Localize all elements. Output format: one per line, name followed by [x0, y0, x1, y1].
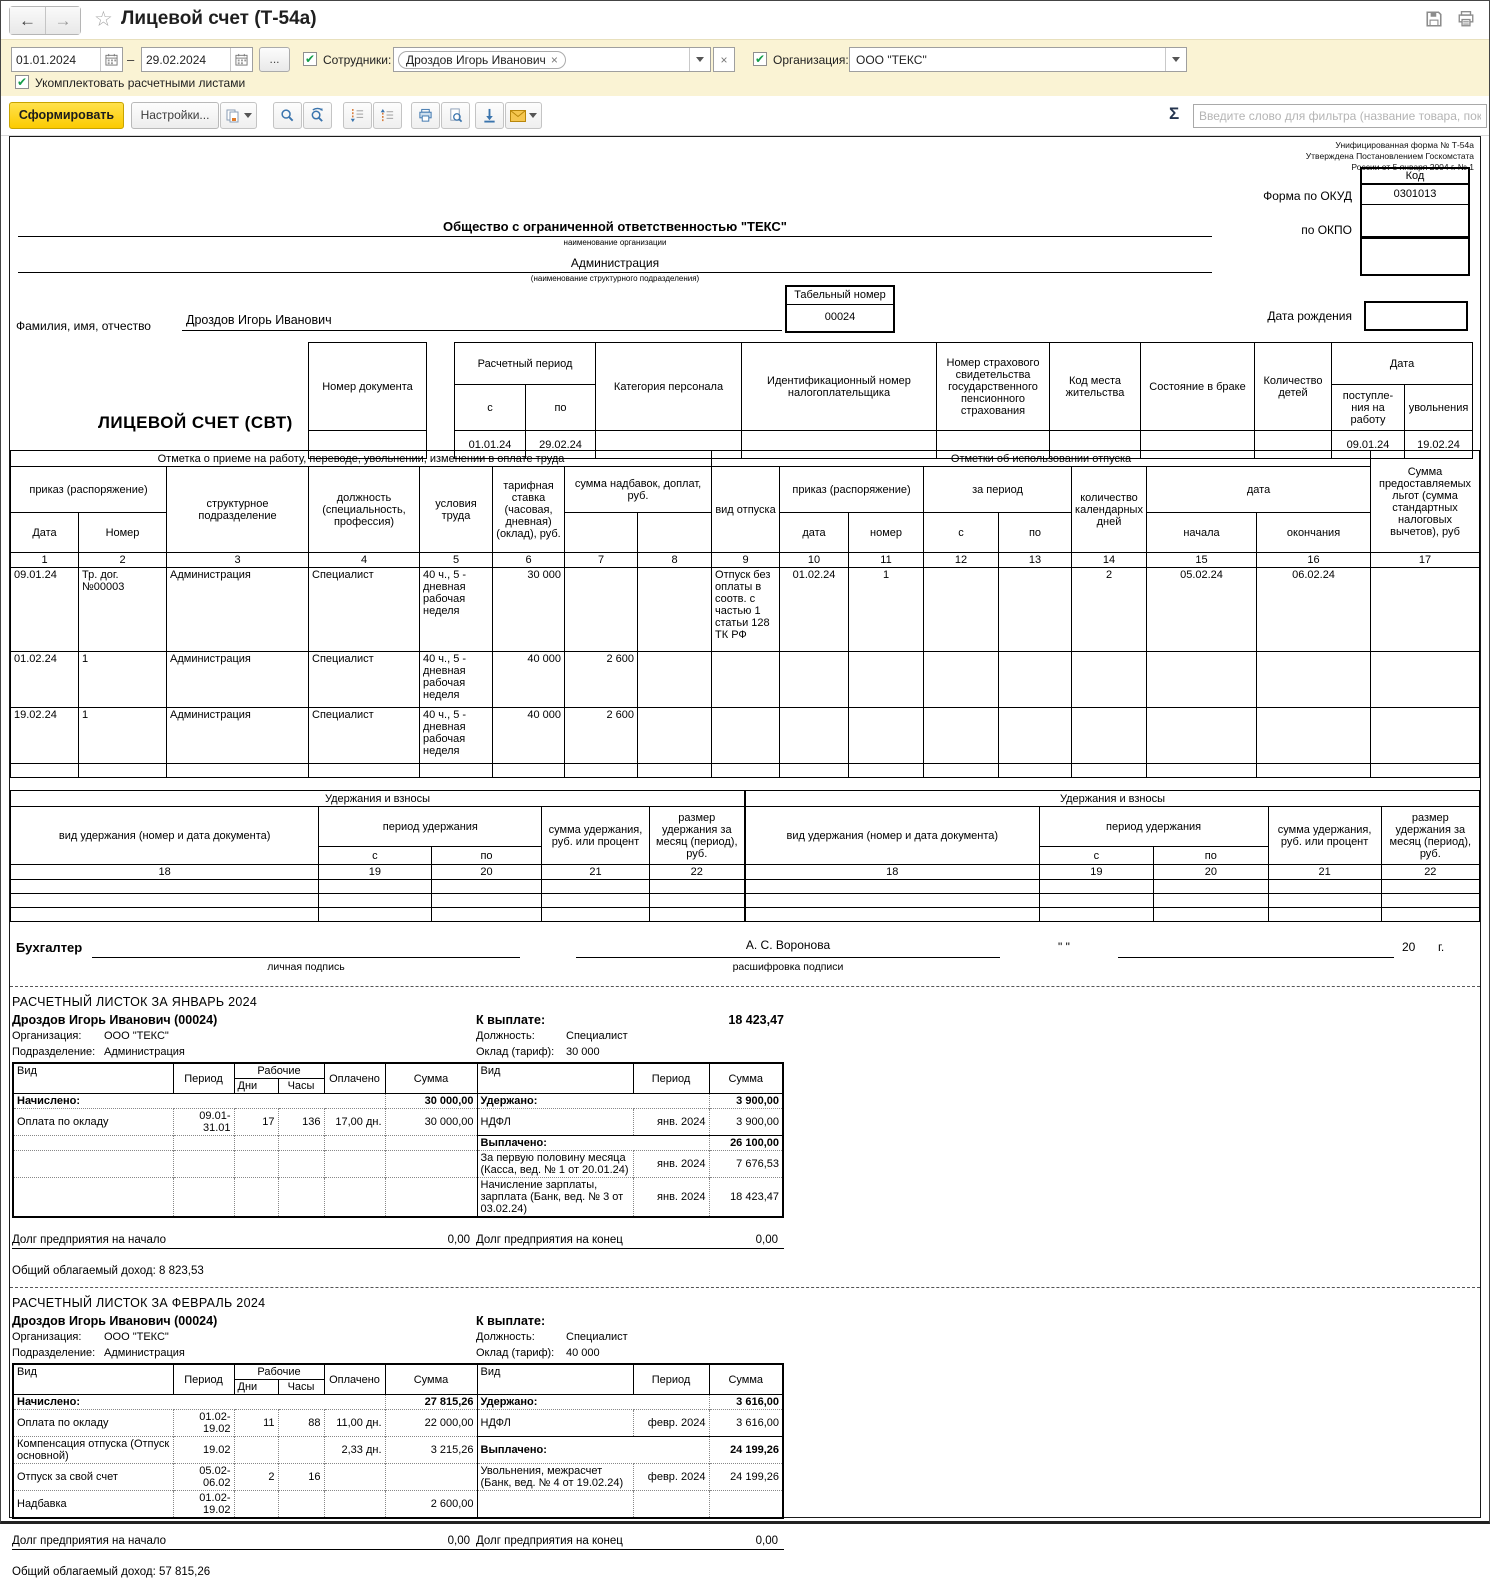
signature-decode-caption: расшифровка подписи — [732, 961, 844, 973]
table-row: Отпуск за свой счет 05.02-06.02 2 16 Увольнения, межрасчет (Банк, вед. № 4 от 19.02.24) февр. 2024 24 199,26 — [13, 1464, 783, 1491]
organization-label: Организация: — [773, 53, 849, 67]
organization-dropdown-button[interactable] — [1165, 48, 1186, 71]
year-suffix: г. — [1438, 940, 1445, 954]
employee-name: Дроздов Игорь Иванович (00024) — [12, 1314, 218, 1328]
accountant-label: Бухгалтер — [16, 940, 83, 955]
code-extra-cell — [1362, 237, 1468, 274]
sum-icon: Σ — [1169, 104, 1180, 123]
form-header — [10, 137, 1480, 451]
debt-end-label: Долг предприятия на конец — [476, 1535, 623, 1547]
table-row — [11, 908, 745, 922]
dashed-separator — [10, 1287, 1480, 1288]
tab-number-box — [785, 285, 895, 333]
department-caption: (наименование структурного подразделения) — [530, 274, 700, 283]
column-numbers-row: 18 19 20 21 22 — [746, 865, 1480, 880]
to-pay-value: 18 423,47 — [728, 1013, 784, 1027]
employee-tag-close-icon[interactable]: × — [550, 52, 558, 67]
tab-number-label: Табельный номер — [787, 287, 893, 305]
organization-value: ООО "ТЕКС" — [856, 52, 927, 67]
meta-line: Унифицированная форма № Т-54а — [1335, 140, 1474, 150]
table-row — [746, 880, 1480, 894]
year-prefix: 20 — [1402, 940, 1416, 954]
position-label: Должность: — [476, 1331, 535, 1343]
employees-clear-button[interactable]: × — [713, 47, 735, 72]
find-next-icon[interactable] — [303, 102, 332, 129]
salary-value: 40 000 — [566, 1347, 600, 1359]
deductions-table-left — [10, 790, 745, 922]
signature-block — [10, 936, 1480, 982]
totals-row: Начислено: 27 815,26 Удержано: 3 616,00 — [13, 1395, 783, 1410]
save-report-icon[interactable] — [475, 102, 504, 129]
salary-label: Оклад (тариф): — [476, 1347, 555, 1359]
debt-end-label: Долг предприятия на конец — [476, 1234, 623, 1246]
table-row: Оплата по окладу 09.01-31.01 17 136 17,00 дн. 30 000,00 НДФЛ янв. 2024 3 900,00 — [13, 1109, 783, 1136]
payslip-january — [10, 991, 1480, 1277]
table-row: 09.01.24 Тр. дог. №00003 Администрация Специалист 40 ч., 5 - дневная рабочая неделя 30 000 Отпуск без оплаты в соотв. с частью 1 статьи 128 ТК РФ 01.02.24 1 2 05.02.24 06.02.24 — [11, 568, 1480, 652]
salary-label: Оклад (тариф): — [476, 1046, 555, 1058]
totals-row: Начислено: 30 000,00 Удержано: 3 900,00 — [13, 1094, 783, 1109]
find-icon[interactable] — [273, 102, 302, 129]
table-row — [746, 894, 1480, 908]
expand-groups-icon[interactable] — [343, 102, 372, 129]
report-document — [9, 136, 1481, 1578]
org-value: ООО "ТЕКС" — [104, 1030, 169, 1042]
employees-dropdown-button[interactable] — [689, 48, 710, 71]
payslips-checkbox-label: Укомплектовать расчетными листами — [35, 76, 246, 90]
back-arrow-icon: ← — [19, 10, 36, 30]
quick-filter-input[interactable] — [1193, 104, 1487, 128]
payslip-table — [12, 1062, 784, 1218]
date-from-field[interactable] — [11, 47, 123, 72]
forward-arrow-icon: → — [54, 10, 72, 30]
table-group-row: Удержания и взносы — [746, 791, 1480, 807]
dept-label: Подразделение: — [12, 1046, 96, 1058]
page-title: Лицевой счет (Т-54а) — [121, 8, 317, 29]
okud-label: Форма по ОКУД — [1263, 189, 1352, 203]
table-row: Начисление зарплаты, зарплата (Банк, вед. № 3 от 03.02.24) янв. 2024 18 423,47 — [13, 1178, 783, 1218]
payslip-title: РАСЧЕТНЫЙ ЛИСТОК ЗА ЯНВАРЬ 2024 — [12, 995, 258, 1009]
table-row: 19.02.24 1 Администрация Специалист 40 ч., 5 - дневная рабочая неделя 40 000 2 600 — [11, 708, 1480, 764]
okpo-label: по ОКПО — [1301, 223, 1352, 237]
organization-checkbox[interactable]: ✔ — [754, 52, 766, 66]
position-value: Специалист — [566, 1331, 628, 1343]
table-row: Надбавка 01.02-19.02 2 600,00 — [13, 1491, 783, 1519]
table-header-row: вид удержания (номер и дата документа) период удержания сумма удержания, руб. или процент размер удержания за месяц (период), руб. — [11, 807, 745, 847]
forward-button[interactable] — [45, 7, 80, 34]
payslip-header — [12, 1313, 784, 1361]
to-pay-label: К выплате: — [476, 1314, 546, 1328]
table-row: Компенсация отпуска (Отпуск основной) 19.02 2,33 дн. 3 215,26 Выплачено: 24 199,26 — [13, 1437, 783, 1464]
org-zone — [18, 219, 1212, 283]
debt-begin-value: 0,00 — [447, 1535, 470, 1547]
table-row: с по поступле-ния на работу увольнения — [309, 385, 1473, 431]
fio-label: Фамилия, имя, отчество — [16, 319, 151, 333]
dept-value: Администрация — [104, 1347, 185, 1359]
table-header-row: Дата Номер дата номер с по начала окончания — [11, 513, 1480, 553]
table-header-row: Вид Период Рабочие Оплачено Сумма Вид Период Сумма — [13, 1063, 783, 1079]
save-icon[interactable] — [1425, 10, 1443, 28]
okud-value: 0301013 — [1362, 185, 1468, 205]
dept-label: Подразделение: — [12, 1347, 96, 1359]
okpo-value — [1362, 205, 1468, 237]
organization-combo[interactable] — [849, 47, 1187, 72]
meta-line: Утверждена Постановлением Госкомстата — [1305, 151, 1474, 161]
org-value: ООО "ТЕКС" — [104, 1331, 169, 1343]
table-row — [11, 894, 745, 908]
calendar-icon[interactable] — [230, 48, 252, 71]
settings-button[interactable]: Настройки... — [131, 102, 219, 129]
title-bar — [1, 1, 1489, 39]
chevron-down-icon — [696, 57, 704, 62]
code-label: Код — [1360, 167, 1470, 185]
position-value: Специалист — [566, 1030, 628, 1042]
employee-name: Дроздов Игорь Иванович (00024) — [12, 1013, 218, 1027]
debt-begin-label: Долг предприятия на начало — [12, 1234, 167, 1246]
employees-checkbox[interactable]: ✔ — [304, 52, 316, 66]
employee-header-table — [308, 342, 1473, 459]
column-numbers-row: 1 2 3 4 5 6 7 8 9 10 11 12 13 14 15 16 17 — [11, 553, 1480, 568]
table-header-row: с по — [746, 847, 1480, 865]
document-title: ЛИЦЕВОЙ СЧЕТ (СВТ) — [98, 413, 293, 432]
table-row — [11, 880, 745, 894]
print-icon[interactable] — [1457, 10, 1475, 28]
work-and-vacation-table — [10, 450, 1480, 778]
collapse-groups-icon[interactable] — [373, 102, 402, 129]
birth-date-box — [1364, 301, 1468, 331]
employee-tag-label: Дроздов Игорь Иванович — [406, 52, 546, 67]
debt-begin-label: Долг предприятия на начало — [12, 1535, 167, 1547]
table-row — [746, 908, 1480, 922]
back-button[interactable] — [10, 7, 45, 34]
table-row: Выплачено: 26 100,00 — [13, 1136, 783, 1151]
meta-line: России от 5 января 2004 г. № 1 — [1351, 162, 1474, 172]
table-row: Номер документа Расчетный период Категория персонала Идентификационный номер налогоплательщика Номер страхового свидетельства государственного пенсионного страхования Код места жительства Состояние в браке Количество детей Дата — [309, 343, 1473, 385]
to-pay-label: К выплате: — [476, 1013, 546, 1027]
print-button-icon[interactable] — [411, 102, 440, 129]
debt-row — [12, 1535, 784, 1550]
date-to-field[interactable] — [141, 47, 253, 72]
send-email-button[interactable] — [505, 102, 542, 129]
taxable-income: Общий облагаемый доход: 57 815,26 — [12, 1566, 211, 1578]
payslips-checkbox[interactable]: ✔ — [16, 75, 28, 89]
nav-buttons — [9, 6, 81, 35]
dept-value: Администрация — [104, 1046, 185, 1058]
employee-tag[interactable] — [398, 51, 566, 69]
code-box — [1360, 167, 1470, 276]
payslip-table — [12, 1363, 784, 1519]
table-group-row: Отметка о приеме на работу, переводе, увольнении, изменении в оплате труда Отметки об использовании отпуска Сумма предоставляемых льгот (сумма стандартных налоговых вычетов), руб — [11, 451, 1480, 467]
table-header-row: с по — [11, 847, 745, 865]
debt-begin-value: 0,00 — [447, 1234, 470, 1246]
employees-label: Сотрудники: — [323, 53, 392, 67]
table-header-row: Вид Период Рабочие Оплачено Сумма Вид Период Сумма — [13, 1364, 783, 1380]
payslip-header — [12, 1012, 784, 1060]
employees-combo[interactable] — [393, 47, 711, 72]
org-label: Организация: — [12, 1030, 82, 1042]
deductions-section — [10, 790, 1480, 922]
debt-end-value: 0,00 — [755, 1234, 778, 1246]
fio-value: Дроздов Игорь Иванович — [182, 313, 782, 331]
debt-row — [12, 1234, 784, 1249]
salary-value: 30 000 — [566, 1046, 600, 1058]
date-to-value[interactable]: 29.02.2024 — [146, 52, 207, 67]
org-label: Организация: — [12, 1331, 82, 1343]
date-from-value[interactable]: 01.01.2024 — [16, 52, 77, 67]
table-header-row: Дни Часы — [13, 1380, 783, 1395]
period-more-button[interactable]: ... — [259, 47, 290, 72]
organization-name: Общество с ограниченной ответственностью "ТЕКС" — [18, 219, 1212, 237]
report-toolbar — [1, 96, 1489, 136]
debt-end-value: 0,00 — [755, 1535, 778, 1547]
calendar-icon[interactable] — [100, 48, 122, 71]
payslip-february — [10, 1292, 1480, 1578]
organization-caption: наименование организации — [563, 238, 667, 247]
taxable-income: Общий облагаемый доход: 8 823,53 — [12, 1265, 204, 1277]
day-quotes: " " — [1058, 940, 1070, 954]
table-row: 01.02.24 1 Администрация Специалист 40 ч., 5 - дневная рабочая неделя 40 000 2 600 — [11, 652, 1480, 708]
tab-number-value: 00024 — [824, 311, 856, 323]
personal-signature-caption: личная подпись — [267, 961, 345, 973]
table-header-row: приказ (распоряжение) структурное подразделение должность (специальность, профессия) условия труда тарифная ставка (часовая, дневная) (оклад), руб. сумма надбавок, доплат, руб. вид отпуска приказ (распоряжение) за период количество календарных дней дата — [11, 467, 1480, 513]
birth-date-label: Дата рождения — [1267, 309, 1352, 323]
payslip-title: РАСЧЕТНЫЙ ЛИСТОК ЗА ФЕВРАЛЬ 2024 — [12, 1296, 266, 1310]
print-preview-icon[interactable] — [441, 102, 470, 129]
table-row: 01.01.24 29.02.24 09.01.24 19.02.24 — [309, 431, 1473, 459]
table-row — [11, 764, 1480, 778]
generate-button[interactable]: Сформировать — [9, 102, 124, 129]
date-line — [1118, 938, 1394, 958]
table-group-row: Удержания и взносы — [11, 791, 745, 807]
deductions-table-right — [745, 790, 1480, 922]
chevron-down-icon — [1172, 57, 1180, 62]
table-header-row: Дни Часы — [13, 1079, 783, 1094]
favorite-star-icon[interactable]: ☆ — [94, 8, 113, 31]
dashed-separator — [10, 986, 1480, 987]
table-row: Оплата по окладу 01.02-19.02 11 88 11,00 дн. 22 000,00 НДФЛ февр. 2024 3 616,00 — [13, 1410, 783, 1437]
signature-line — [92, 938, 520, 958]
signature-name: А. С. Воронова — [576, 938, 1000, 958]
chevron-down-icon — [529, 113, 537, 118]
table-row: За первую половину месяца (Касса, вед. № 1 от 20.01.24) янв. 2024 7 676,53 — [13, 1151, 783, 1178]
department-name: Администрация — [18, 256, 1212, 273]
table-header-row: вид удержания (номер и дата документа) период удержания сумма удержания, руб. или процент размер удержания за месяц (период), руб. — [746, 807, 1480, 847]
chevron-down-icon — [244, 113, 252, 118]
column-numbers-row: 18 19 20 21 22 — [11, 865, 745, 880]
report-variants-button[interactable] — [220, 102, 257, 129]
position-label: Должность: — [476, 1030, 535, 1042]
date-range-dash: – — [127, 52, 135, 67]
filter-bar — [1, 39, 1489, 96]
